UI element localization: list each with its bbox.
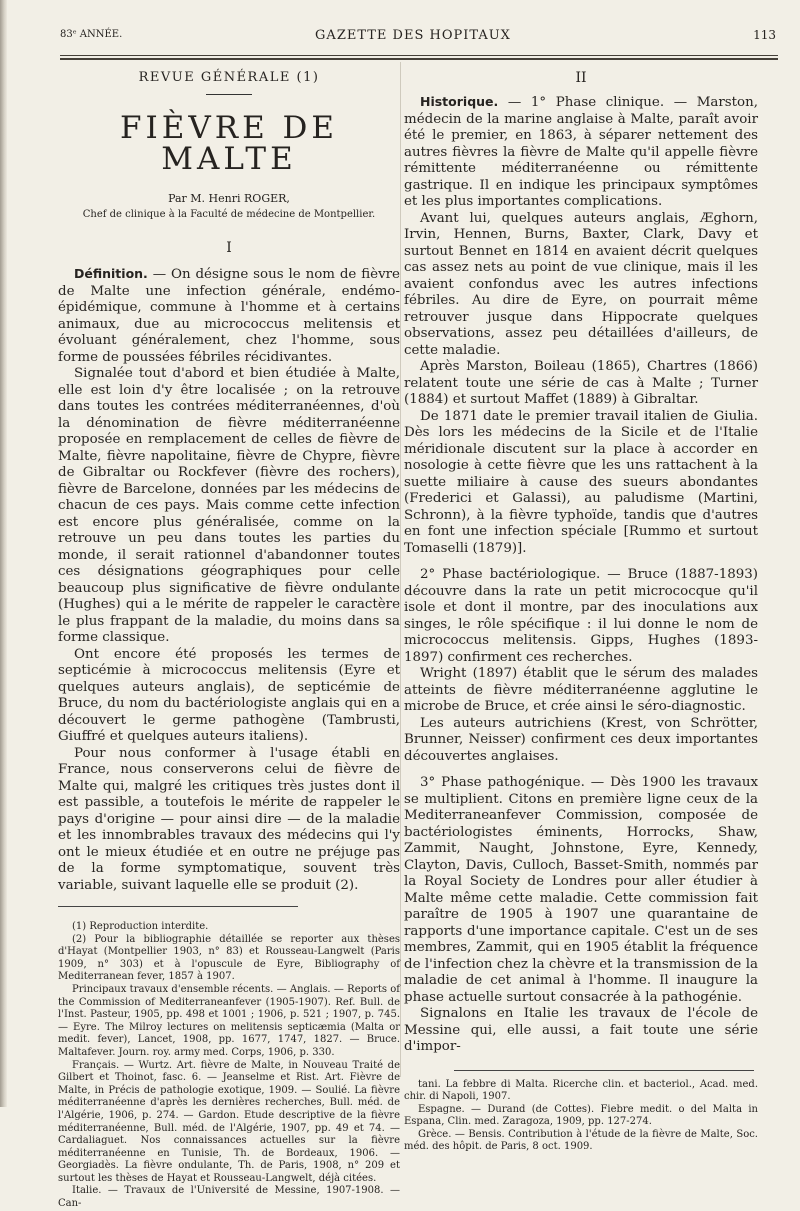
part-heading-ii: II bbox=[575, 70, 587, 86]
paragraph: Ont encore été proposés les termes de septicémie à micrococcus melitensis (Eyre et quelques auteurs anglais), de septicémie de Bruce, du nom du bactériologiste anglais qui en a découvert le germe pathogène (Tambrusti, Giuffré et quelques auteurs italiens). bbox=[58, 646, 400, 744]
historique-label: Historique. bbox=[420, 94, 499, 109]
paragraph: Signalons en Italie les travaux de l'école de Messine qui, elle aussi, a fait toute une série d'impor- bbox=[404, 1006, 758, 1054]
page-number: 113 bbox=[753, 28, 776, 42]
historique-text: — 1° Phase clinique. — Marston, médecin de la marine anglaise à Malte, paraît avoir été le premier, en 1863, à séparer nettement des autres fièvres la fièvre de Malte qu'il appelle fièvre rémittente méditerranéenne ou rémittente gastrique. Il en indique les principaux symptômes et les plus importantes complications. bbox=[404, 95, 758, 209]
paragraph: Signalée tout d'abord et bien étudiée à Malte, elle est loin d'y être localisée ; on la retrouve dans toutes les contrées méditerranéennes, d'où la dénomination de fièvre méditerranéenne proposée en remplacement de celles de fièvre de Malte, fièvre napolitaine, fièvre de Chypre, fièvre de Gibraltar ou Rockfever (fièvre des rochers), fièvre de Barcelone, données par les médecins de chacun de ces pays. Mais comme cette infection est encore plus généralisée, comme on la retrouve un peu dans toutes les parties du monde, il serait rationnel d'abandonner toutes ces désignations géographiques pour celle beaucoup plus significative de fièvre ondulante (Hughes) qui a le mérite de rappeler le caractère le plus frappant de la maladie, du moins dans sa forme classique. bbox=[58, 366, 400, 645]
author-affiliation: Chef de clinique à la Faculté de médecine de Montpellier. bbox=[82, 209, 376, 220]
footnote: (1) Reproduction interdite. bbox=[72, 921, 209, 932]
definition-paragraph bbox=[58, 266, 400, 366]
historique-paragraph bbox=[404, 94, 758, 211]
left-column bbox=[58, 62, 400, 1211]
journal-title: GAZETTE DES HOPITAUX bbox=[315, 28, 511, 43]
footnote-rule bbox=[454, 1070, 754, 1071]
paragraph: 2° Phase bactériologique. — Bruce (1887-1893) découvre dans la rate un petit micrococque qu'il isole et dont il montre, par des inoculations aux singes, le rôle spécifique : il lui donne le nom de micrococcus melitensis. Gipps, Hughes (1893-1897) confirment ces recherches. bbox=[404, 567, 758, 665]
footnote: Italie. — Travaux de l'Université de Messine, 1907-1908. — Can- bbox=[58, 1185, 400, 1210]
paragraph: 3° Phase pathogénique. — Dès 1900 les travaux se multiplient. Citons en première ligne ceux de la Mediterraneanfever Commission, composée de bactériologistes éminents, Horrocks, Shaw, Zammit, Naught, Johnstone, Eyre, Kennedy, Clayton, Davis, Culloch, Basset-Smith, nommés par la Royal Society de Londres pour aller étudier à Malte même cette maladie. Cette commission fait paraître de 1905 à 1907 une quarantaine de rapports d'une importance capitale. C'est un de ses membres, Zammit, qui en 1905 établit la fréquence de l'infection chez la chèvre et la transmission de la maladie de cet animal à l'homme. Il inaugure la phase actuelle surtout consacrée à la pathogénie. bbox=[404, 775, 758, 1005]
right-column bbox=[404, 62, 758, 1154]
paragraph: Wright (1897) établit que le sérum des malades atteints de fièvre méditerranéenne agglutine le microbe de Bruce, et crée ainsi le séro-diagnostic. bbox=[404, 666, 758, 714]
page-spine-edge bbox=[0, 0, 7, 1107]
running-header bbox=[48, 18, 778, 48]
part-heading-i: I bbox=[226, 240, 232, 256]
header-rule-double bbox=[60, 58, 778, 60]
paragraph: Les auteurs autrichiens (Krest, von Schrötter, Brunner, Neisser) confirment ces deux importantes découvertes anglaises. bbox=[404, 715, 758, 764]
author-byline: Par M. Henri ROGER, bbox=[168, 192, 290, 205]
definition-label: Définition. bbox=[74, 266, 148, 281]
header-rule bbox=[60, 55, 778, 56]
footnote: Principaux travaux d'ensemble récents. — Anglais. — Reports of the Commission of Mediterraneanfever (1905-1907). Ref. Bull. de l'Inst. Pasteur, 1905, pp. 498 et 1001 ; 1906, p. 521 ; 1907, p. 745. — Eyre. The Milroy lectures on melitensis septicæmia (Malta or medit. fever), Lancet, 1908, pp. 1677, 1747, 1827. — Bruce. Maltafever. Journ. roy. army med. Corps, 1906, p. 330. bbox=[58, 983, 400, 1058]
footnote-rule bbox=[58, 906, 298, 907]
paragraph: Après Marston, Boileau (1865), Chartres (1866) relatent toute une série de cas à Malte ; Turner (1884) et surtout Maffet (1889) à Gibraltar. bbox=[404, 359, 758, 407]
article-title: FIÈVRE DE MALTE bbox=[119, 110, 339, 177]
definition-text: — On désigne sous le nom de fièvre de Malte une infection générale, endémo-épidémique, commune à l'homme et à certains animaux, due au micrococcus melitensis et évoluant généralement, chez l'homme, sous forme de poussées fébriles récidivantes. bbox=[58, 267, 400, 365]
footnote: Grèce. — Bensis. Contribution à l'étude de la fièvre de Malte, Soc. méd. des hôpit. de Paris, 8 oct. 1909. bbox=[404, 1128, 758, 1153]
paragraph: De 1871 date le premier travail italien de Giulia. Dès lors les médecins de la Sicile et de l'Italie méridionale discutent sur la place à accorder en nosologie à cette fièvre que les uns rattachent à la suette miliaire à cause des sueurs abondantes (Frederici et Galassi), au paludisme (Martini, Schronn), à la fièvre typhoïde, tandis que d'autres en font une infection spéciale [Rummo et surtout Tomaselli (1879)]. bbox=[404, 408, 758, 556]
footnote: Français. — Wurtz. Art. fièvre de Malte, in Nouveau Traité de Gilbert et Thoinot, fasc. 6. — Jeanselme et Rist. Art. Fièvre de Malte, in Précis de pathologie exotique, 1909. — Soulié. La fièvre méditerranéenne d'après les dernières recherches, Bull. méd. de l'Algérie, 1906, p. 274. — Gardon. Etude descriptive de la fièvre méditerranéenne, Bull. méd. de l'Algérie, 1907, pp. 49 et 74. — Cardaliaguet. Nos connaissances actuelles sur la fièvre méditerranéenne en Tunisie, Th. de Bordeaux, 1906. — Georgiadès. La fièvre ondulante, Th. de Paris, 1908, n° 209 et surtout les thèses de Hayat et Rousseau-Langwelt, déjà citées. bbox=[58, 1059, 400, 1184]
paragraph: Pour nous conformer à l'usage établi en France, nous conserverons celui de fièvre de Malte qui, malgré les critiques très justes dont il est passible, a toutefois le mérite de rappeler le pays d'origine — pour ainsi dire — de la maladie et les innombrables travaux des médecins qui l'y ont le mieux étudiée et en outre ne préjuge pas de la forme symptomatique, souvent très variable, suivant laquelle elle se produit (2). bbox=[58, 745, 400, 893]
footnote: (2) Pour la bibliographie détaillée se reporter aux thèses d'Hayat (Montpellier 1903, n° 83) et Rousseau-Langwelt (Paris 1909, n° 303) et à l'opuscule de Eyre, Bibliography of Mediterranean fever, 1857 à 1907. bbox=[58, 933, 400, 983]
paragraph: Avant lui, quelques auteurs anglais, Æghorn, Irvin, Hennen, Burns, Baxter, Clark, Davy et surtout Bennet en 1814 en avaient décrit quelques cas assez nets au point de vue clinique, mais il les avaient confondus avec les autres infections fébriles. Au dire de Eyre, on pourrait même retrouver jusque dans Hippocrate quelques observations, assez peu détaillées d'ailleurs, de cette maladie. bbox=[404, 210, 758, 358]
section-title: REVUE GÉNÉRALE (1) bbox=[138, 70, 320, 85]
column-divider bbox=[400, 62, 401, 1077]
title-rule bbox=[206, 94, 252, 95]
issue-label: 83ᵉ ANNÉE. bbox=[60, 29, 123, 40]
footnote: Espagne. — Durand (de Cottes). Fiebre medit. o del Malta in Espana, Clin. med. Zaragoza, 1909, pp. 127-274. bbox=[404, 1103, 758, 1128]
footnote: tani. La febbre di Malta. Ricerche clin. et bacteriol., Acad. med. chir. di Napoli, 1907. bbox=[404, 1078, 758, 1103]
